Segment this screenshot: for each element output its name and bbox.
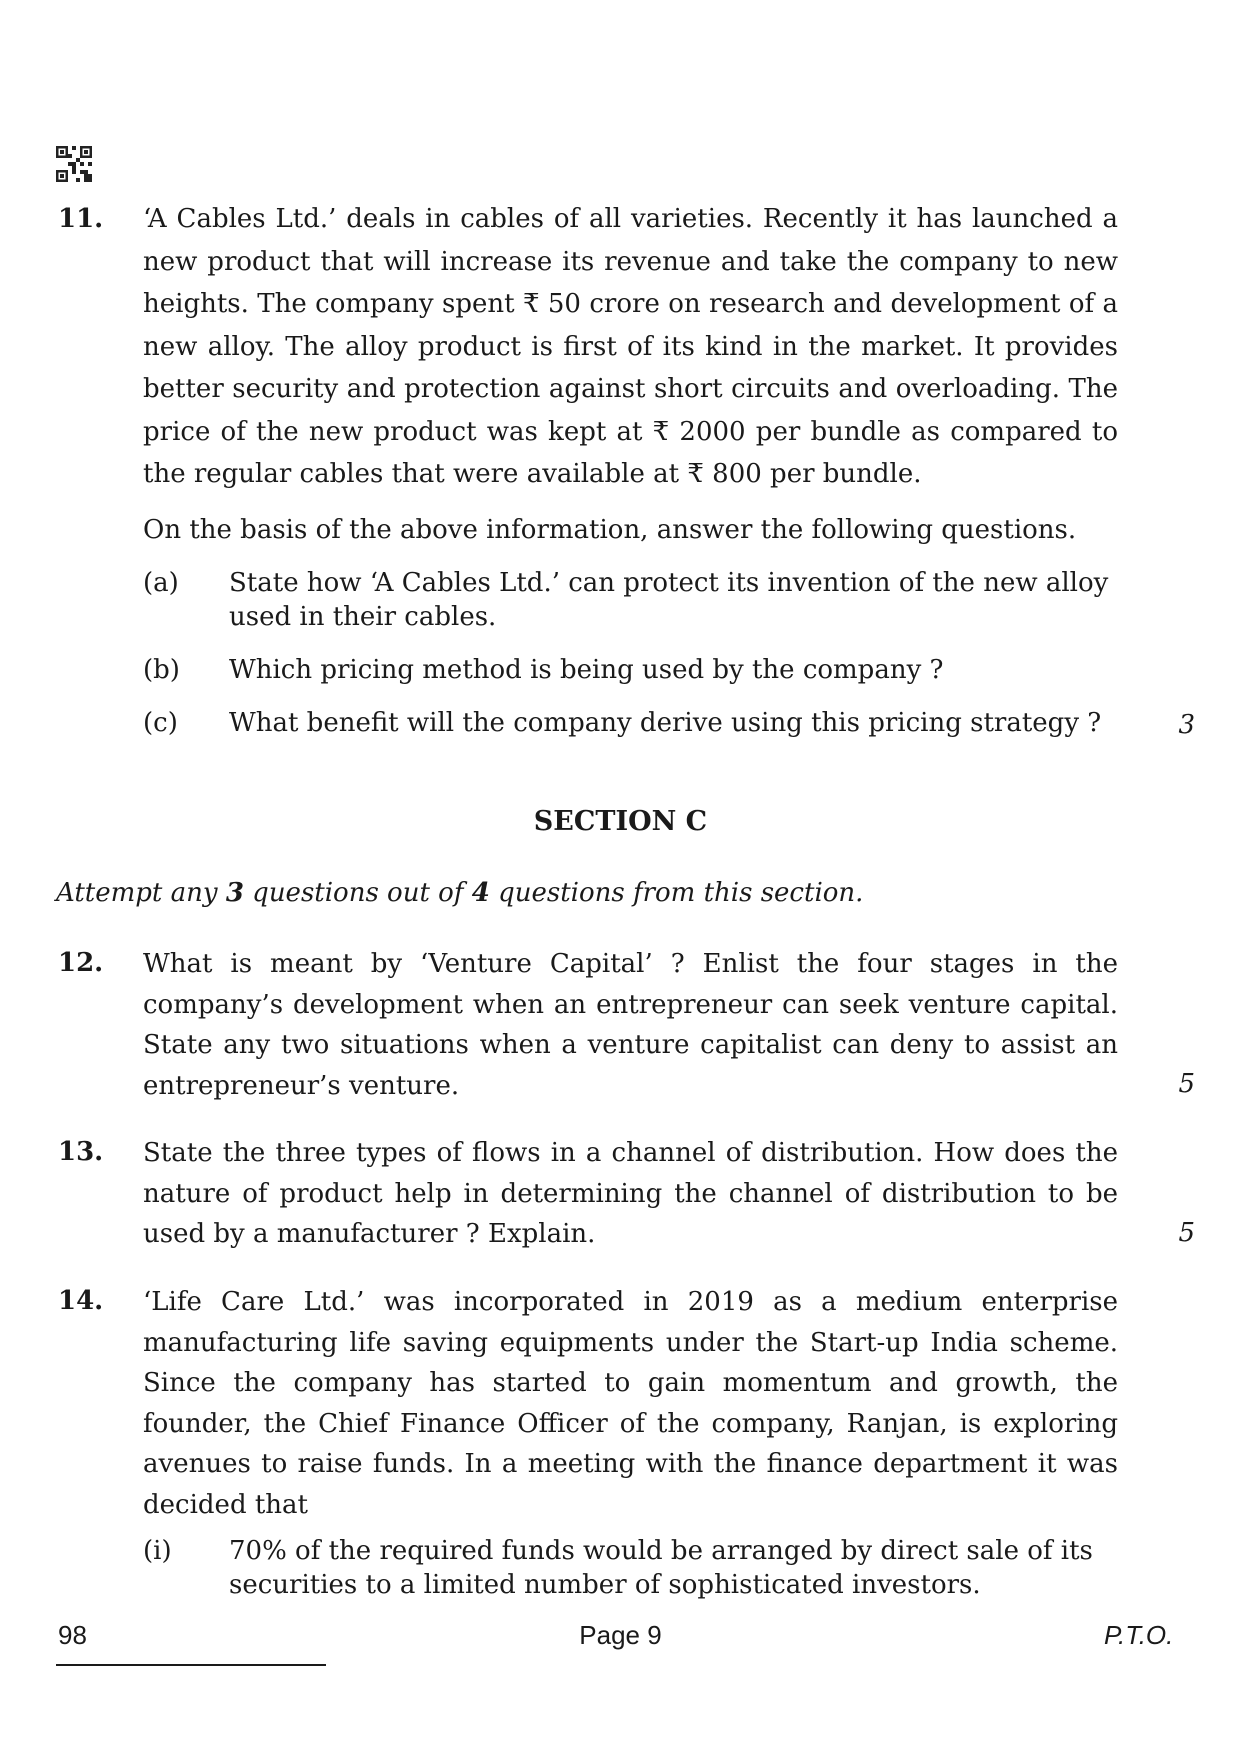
pto-label: P.T.O.: [1104, 1620, 1174, 1650]
q11-instruction: On the basis of the above information, answer the following questions.: [143, 515, 1077, 545]
question-number: 13.: [58, 1137, 104, 1167]
instruction-text: Attempt any: [56, 878, 226, 908]
question-text: What is meant by ‘Venture Capital’ ? Enlist the four stages in the company’s development when an entrepreneur can seek venture capital. State any two situations when a venture capitalist can deny to assist an entrepreneur’s venture.: [143, 949, 1118, 1101]
question-text: ‘Life Care Ltd.’ was incorporated in 2019 as a medium enterprise manufacturing life saving equipments under the Start-up India scheme. Since the company has started to gain momentum and growth, the founder, the Chief Finance Officer of the company, Ranjan, is exploring avenues to raise funds. In a meeting with the finance department it was decided that: [143, 1287, 1118, 1520]
part-text: State how ‘A Cables Ltd.’ can protect its invention of the new alloy used in their cables.: [229, 568, 1109, 632]
instruction-bold: 3: [225, 878, 244, 908]
footer-rule: [56, 1664, 326, 1666]
question-text: ‘A Cables Ltd.’ deals in cables of all varieties. Recently it has launched a new product that will increase its revenue and take the company to new heights. The company spent ₹ 50 crore on research and development of a new alloy. The alloy product is first of its kind in the market. It provides better security and protection against short circuits and overloading. The price of the new product was kept at ₹ 2000 per bundle as compared to the regular cables that were available at ₹ 800 per bundle.: [143, 204, 1118, 489]
question-text: State the three types of flows in a channel of distribution. How does the nature of product help in determining the channel of distribution to be used by a manufacturer ? Explain.: [143, 1138, 1118, 1249]
instruction-bold: 4: [471, 878, 490, 908]
part-text: Which pricing method is being used by the company ?: [229, 655, 944, 685]
part-text: 70% of the required funds would be arranged by direct sale of its securities to a limited number of sophisticated investors.: [229, 1536, 1093, 1600]
part-text: What benefit will the company derive using this pricing strategy ?: [229, 708, 1102, 738]
part-label: (c): [143, 708, 178, 738]
page-number: Page 9: [579, 1620, 662, 1650]
part-label: (b): [143, 655, 180, 685]
part-label: (i): [143, 1536, 172, 1566]
q13-marks: 5: [1178, 1218, 1195, 1248]
section-title: SECTION C: [533, 806, 708, 837]
section-instruction: [56, 878, 863, 908]
question-number: 14.: [58, 1286, 104, 1316]
part-label: (a): [143, 568, 179, 598]
q12-marks: 5: [1178, 1069, 1195, 1099]
instruction-text: questions out of: [243, 878, 472, 908]
question-number: 12.: [58, 948, 104, 978]
question-number: 11.: [58, 204, 104, 234]
qr-code: [56, 146, 92, 182]
instruction-text: questions from this section.: [489, 878, 864, 908]
q11-marks: 3: [1178, 710, 1195, 740]
paper-code: 98: [58, 1620, 87, 1650]
